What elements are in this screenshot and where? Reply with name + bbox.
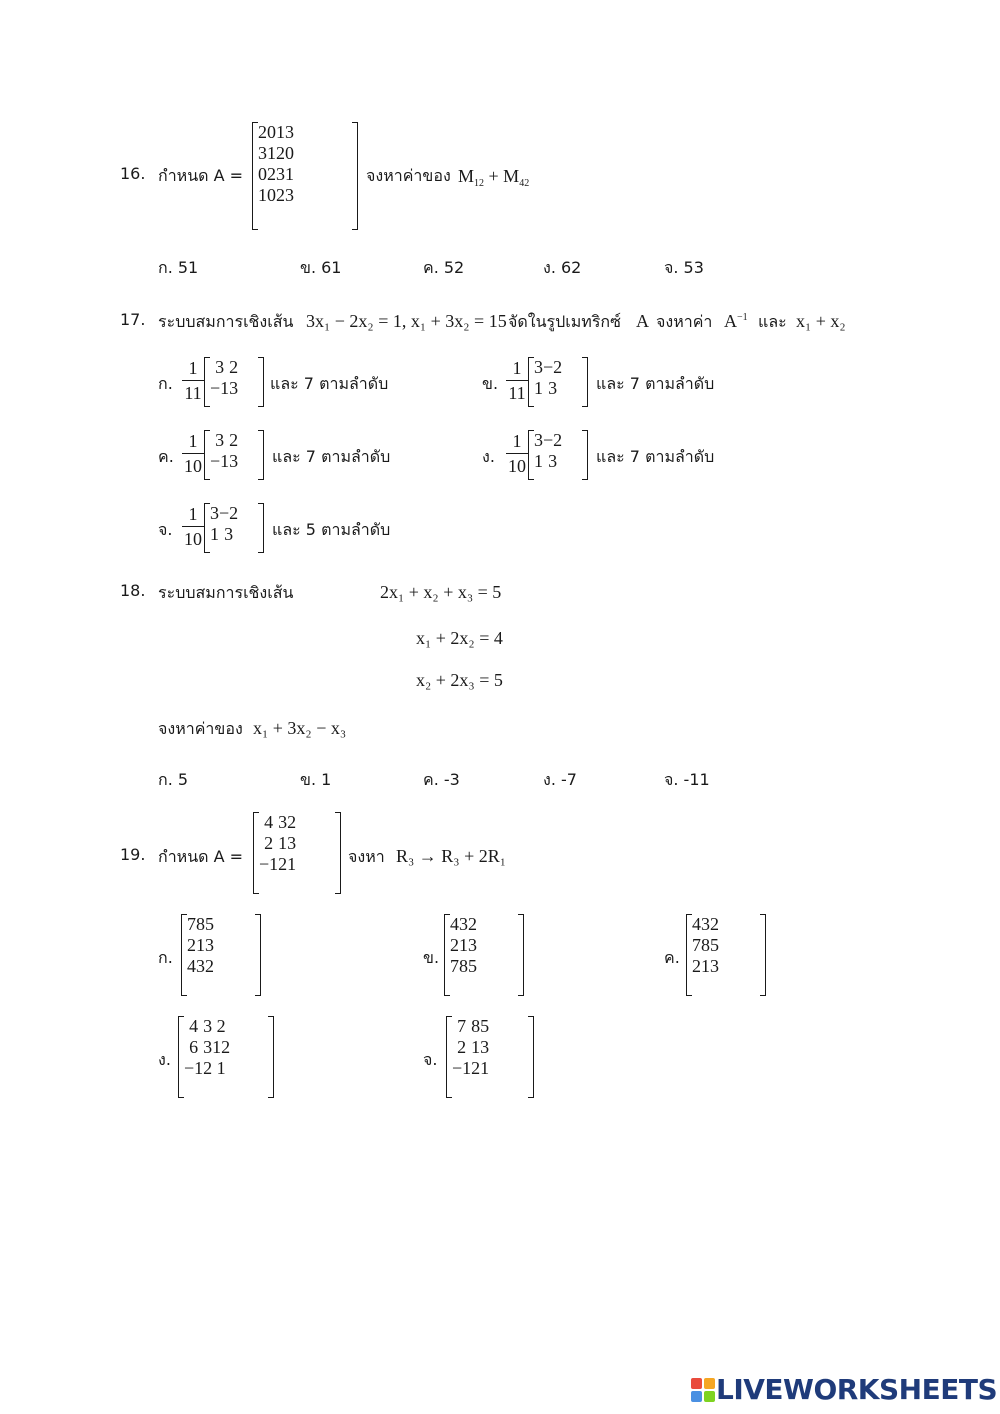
matrix-cell: −1 — [452, 1058, 472, 1078]
matrix-cell: 2 — [205, 956, 214, 976]
q18-choice-a[interactable]: ก. 5 — [158, 770, 189, 789]
q17-choice-c-matrix — [204, 430, 264, 480]
matrix-cell: 2 — [264, 833, 274, 853]
matrix-cell: 1 — [276, 122, 285, 142]
q17-choice-a-label: ก. — [158, 374, 173, 393]
matrix-cell: 2 — [471, 1058, 481, 1078]
matrix-cell: 4 — [187, 956, 196, 976]
matrix-cell: 3 — [203, 1037, 213, 1057]
q19-choice-d-label: ง. — [158, 1050, 171, 1069]
matrix-cell: 8 — [701, 935, 710, 955]
q17-var-a: A — [636, 311, 649, 331]
q19-lead: กำหนด A = — [158, 847, 244, 866]
q19-choice-e-matrix — [446, 1016, 534, 1098]
q17-choice-a-tail: และ 7 ตามลำดับ — [270, 374, 389, 393]
q19-choice-a-label: ก. — [158, 948, 173, 967]
q19-ask: จงหา — [348, 847, 385, 866]
q16-matrix — [252, 122, 358, 230]
matrix-cell: 7 — [692, 935, 701, 955]
matrix-cell: −2 — [543, 430, 563, 450]
matrix-cell: 5 — [710, 935, 719, 955]
matrix-cell: 5 — [205, 914, 214, 934]
q16-choice-b[interactable]: ข. 61 — [300, 258, 342, 277]
matrix-cell: 1 — [278, 833, 288, 853]
matrix-cell: 0 — [267, 185, 276, 205]
q18-choice-e[interactable]: จ. -11 — [664, 770, 710, 789]
q17-and: และ — [758, 312, 787, 331]
q17-equations: 3x₁ − 2x₂ = 1, x₁ + 3x₂ = 15 — [306, 311, 507, 331]
matrix-cell: 1 — [258, 185, 267, 205]
q18-choice-c[interactable]: ค. -3 — [423, 770, 460, 789]
matrix-cell: 4 — [450, 914, 459, 934]
matrix-cell: 2 — [267, 164, 276, 184]
q17-choice-d-tail: และ 7 ตามลำดับ — [596, 447, 715, 466]
matrix-cell: 0 — [258, 164, 267, 184]
matrix-cell: 5 — [480, 1016, 490, 1036]
q17-choice-d-matrix — [528, 430, 588, 480]
matrix-cell: 2 — [468, 914, 477, 934]
matrix-cell: 1 — [534, 378, 543, 398]
matrix-cell: 2 — [710, 914, 719, 934]
q18-equation-3: x₂ + 2x₃ = 5 — [416, 670, 503, 690]
matrix-cell: 3 — [278, 812, 288, 832]
matrix-cell: 2 — [187, 935, 196, 955]
matrix-cell: −1 — [210, 451, 230, 471]
matrix-cell: 2 — [457, 1037, 467, 1057]
matrix-cell: 3 — [210, 503, 219, 523]
matrix-cell: 1 — [534, 451, 543, 471]
q17-ask: จงหาค่า — [656, 312, 713, 331]
matrix-cell: 3 — [710, 956, 719, 976]
q17-sum-expr: x₁ + x₂ — [796, 311, 846, 331]
matrix-cell: 3 — [258, 143, 267, 163]
matrix-cell: 12 — [212, 1037, 231, 1057]
matrix-cell: 3 — [534, 430, 543, 450]
matrix-cell: 3 — [215, 430, 225, 450]
q17-number: 17. — [120, 310, 146, 329]
matrix-cell: 1 — [459, 935, 468, 955]
matrix-cell: 3 — [215, 357, 225, 377]
matrix-cell: 2 — [450, 935, 459, 955]
q17-inverse: $A^{-1}$ — [724, 311, 748, 331]
q19-row-operation: R₃ → R₃ + 2R₁ — [396, 846, 506, 866]
q17-choice-b-label: ข. — [482, 374, 499, 393]
matrix-cell: 7 — [187, 914, 196, 934]
matrix-cell: 8 — [459, 956, 468, 976]
q17-choice-d-fraction: 1 10 — [508, 431, 526, 476]
matrix-cell: 2 — [229, 430, 239, 450]
matrix-cell: 3 — [285, 185, 294, 205]
matrix-cell: 2 — [203, 1058, 213, 1078]
matrix-cell: 3 — [196, 956, 205, 976]
matrix-cell: 3 — [701, 914, 710, 934]
q19-choice-c-label: ค. — [664, 948, 680, 967]
q18-ask: จงหาค่าของ — [158, 719, 243, 738]
q17-lead: ระบบสมการเชิงเส้น — [158, 312, 294, 331]
q17-choice-b-fraction: 1 11 — [506, 358, 528, 403]
q18-choice-d[interactable]: ง. -7 — [543, 770, 577, 789]
matrix-cell: 1 — [216, 1058, 226, 1078]
matrix-cell: 3 — [224, 524, 234, 544]
matrix-cell: −1 — [210, 378, 230, 398]
q19-choice-b-matrix — [444, 914, 524, 996]
q18-equation-2: x₁ + 2x₂ = 4 — [416, 628, 503, 648]
matrix-cell: 1 — [267, 143, 276, 163]
q17-mid: จัดในรูปเมทริกซ์ — [508, 312, 621, 331]
liveworksheets-brand: LIVEWORKSHEETS — [716, 1373, 998, 1406]
matrix-cell: 3 — [480, 1037, 490, 1057]
matrix-cell: 0 — [267, 122, 276, 142]
matrix-cell: 4 — [692, 914, 701, 934]
q16-ask: จงหาค่าของ — [366, 166, 451, 185]
q19-choice-b-label: ข. — [423, 948, 440, 967]
matrix-cell: 1 — [210, 524, 219, 544]
matrix-cell: 2 — [692, 956, 701, 976]
q18-equation-1: 2x₁ + x₂ + x₃ = 5 — [380, 582, 502, 602]
q19-matrix — [253, 812, 341, 894]
liveworksheets-logo-icon — [690, 1377, 716, 1403]
matrix-cell: 4 — [264, 812, 274, 832]
q19-choice-e-label: จ. — [423, 1050, 438, 1069]
q17-choice-e-tail: และ 5 ตามลำดับ — [272, 520, 391, 539]
matrix-cell: 1 — [196, 935, 205, 955]
q17-choice-d-label: ง. — [482, 447, 495, 466]
matrix-cell: 2 — [276, 143, 285, 163]
q16-choice-e[interactable]: จ. 53 — [664, 258, 704, 277]
q16-expression: $M_{12} + M_{42}$ — [458, 166, 530, 189]
matrix-cell: 3 — [229, 378, 239, 398]
matrix-cell: 3 — [548, 451, 558, 471]
q16-choice-a[interactable]: ก. 51 — [158, 258, 199, 277]
matrix-cell: 2 — [287, 812, 297, 832]
matrix-cell: 3 — [203, 1016, 213, 1036]
matrix-cell: 7 — [457, 1016, 467, 1036]
q17-choice-e-matrix — [204, 503, 264, 553]
q17-choice-e-label: จ. — [158, 520, 173, 539]
q16-choice-c[interactable]: ค. 52 — [423, 258, 465, 277]
matrix-cell: −1 — [259, 854, 279, 874]
matrix-cell: 1 — [701, 956, 710, 976]
matrix-cell: 2 — [258, 122, 267, 142]
matrix-cell: 2 — [229, 357, 239, 377]
matrix-cell: 1 — [480, 1058, 490, 1078]
matrix-cell: 3 — [287, 833, 297, 853]
q17-choice-c-tail: และ 7 ตามลำดับ — [272, 447, 391, 466]
matrix-cell: 2 — [216, 1016, 226, 1036]
matrix-cell: 3 — [534, 357, 543, 377]
matrix-cell: 3 — [468, 935, 477, 955]
q17-choice-c-fraction: 1 10 — [184, 431, 202, 476]
matrix-cell: −2 — [543, 357, 563, 377]
matrix-cell: 2 — [276, 185, 285, 205]
q16-choice-d[interactable]: ง. 62 — [543, 258, 582, 277]
matrix-cell: 8 — [196, 914, 205, 934]
matrix-cell: 3 — [548, 378, 558, 398]
q17-choice-a-matrix — [204, 357, 264, 407]
matrix-cell: 3 — [285, 122, 294, 142]
q16-number: 16. — [120, 164, 146, 183]
matrix-cell: 7 — [450, 956, 459, 976]
q19-number: 19. — [120, 845, 146, 864]
q17-choice-b-tail: และ 7 ตามลำดับ — [596, 374, 715, 393]
q19-choice-d-matrix — [178, 1016, 274, 1098]
matrix-cell: 8 — [471, 1016, 481, 1036]
q18-lead: ระบบสมการเชิงเส้น — [158, 583, 294, 602]
matrix-cell: 1 — [285, 164, 294, 184]
q19-choice-a-matrix — [181, 914, 261, 996]
q18-number: 18. — [120, 581, 146, 600]
matrix-cell: 2 — [278, 854, 288, 874]
matrix-cell: 3 — [205, 935, 214, 955]
q17-choice-b-matrix — [528, 357, 588, 407]
matrix-cell: 0 — [285, 143, 294, 163]
matrix-cell: 1 — [287, 854, 297, 874]
matrix-cell: 3 — [459, 914, 468, 934]
matrix-cell: −2 — [219, 503, 239, 523]
q16-lead: กำหนด A = — [158, 166, 244, 185]
matrix-cell: 3 — [276, 164, 285, 184]
matrix-cell: 3 — [229, 451, 239, 471]
q18-choice-b[interactable]: ข. 1 — [300, 770, 332, 789]
q18-expression: x₁ + 3x₂ − x₃ — [253, 718, 347, 738]
matrix-cell: 5 — [468, 956, 477, 976]
matrix-cell: 6 — [189, 1037, 199, 1057]
q17-choice-e-fraction: 1 10 — [184, 504, 202, 549]
q19-choice-c-matrix — [686, 914, 766, 996]
q17-choice-a-fraction: 1 11 — [182, 358, 204, 403]
matrix-cell: 1 — [471, 1037, 481, 1057]
q17-choice-c-label: ค. — [158, 447, 174, 466]
matrix-cell: 4 — [189, 1016, 199, 1036]
matrix-cell: −1 — [184, 1058, 204, 1078]
